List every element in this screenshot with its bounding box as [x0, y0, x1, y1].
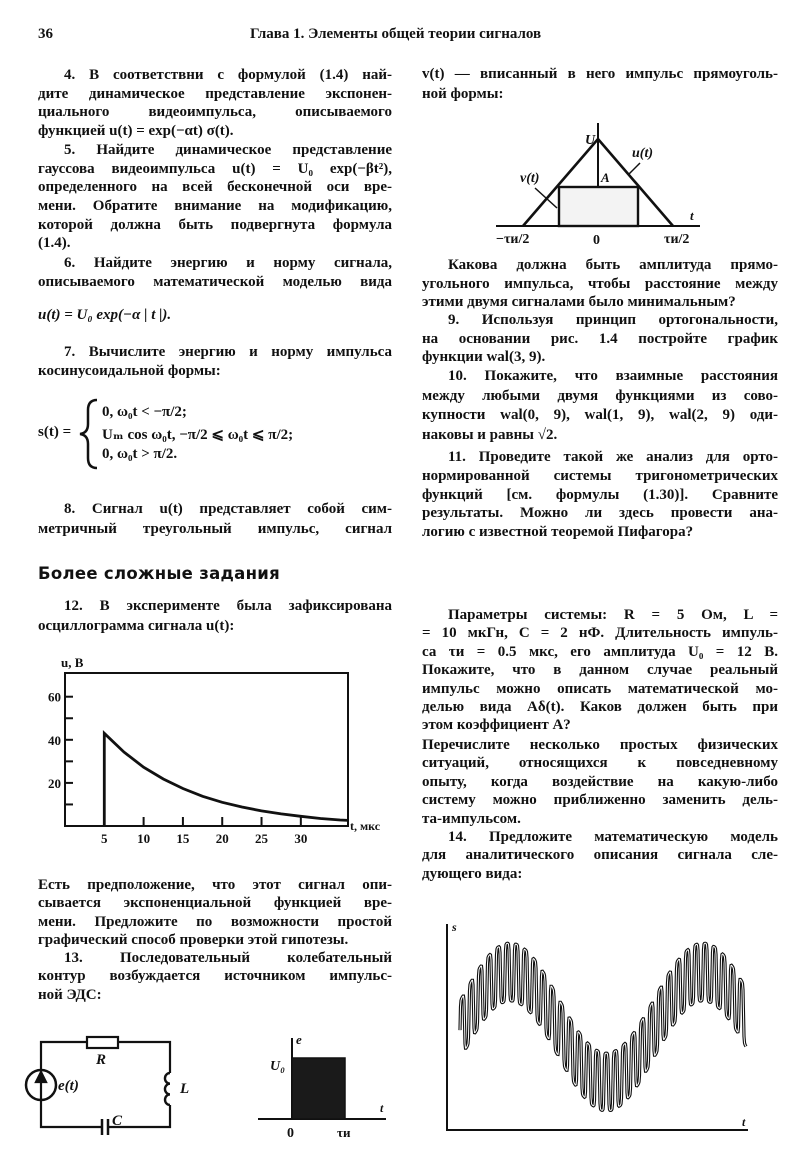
piecewise-case-1: 0, ω₀t < −π/2; [102, 404, 187, 420]
text-line: угольного импульса, чтобы расстояние между [422, 275, 778, 292]
text-line: контур возбуждается источником импульс- [38, 968, 392, 985]
problem-8 [38, 499, 392, 539]
text-line: логию с известной теоремой Пифагора? [422, 524, 694, 541]
text-line: Перечислите несколько простых физических [422, 737, 778, 753]
text-line: делью вида Aδ(t). Каков должен быть при [422, 698, 778, 715]
text-line: 8. Сигнал u(t) представляет собой сим- [64, 501, 392, 517]
page-number: 36 [38, 26, 53, 42]
piecewise-case-3: 0, ω₀t > π/2. [102, 446, 178, 462]
circuit-wire [41, 1042, 170, 1127]
text-line: ной формы: [422, 86, 504, 102]
text-line: ной ЭДС: [38, 986, 102, 1003]
text-line: Какова должна быть амплитуда прямо- [448, 257, 778, 273]
text-line: (1.4). [38, 235, 71, 252]
y-axis-label: u, В [61, 655, 84, 670]
signal-label-s: s [452, 920, 457, 934]
x-tick-label: 15 [176, 831, 190, 846]
y-tick-label: 40 [48, 732, 61, 748]
text-line: 9. Используя принцип ортогональности, [448, 312, 778, 328]
emf-pulse-figure [258, 1038, 386, 1120]
text-line: графический способ проверки этой гипотезы. [38, 932, 349, 949]
text-line: купности wal(0, 9), wal(1, 9), wal(2, 9) оди- [422, 407, 778, 423]
piecewise-brace [80, 400, 97, 468]
text-line: результаты. Можно ли здесь провести ана- [422, 505, 778, 522]
text-line: для аналитического описания сигнала сле- [422, 847, 778, 864]
text-line: осциллограмма сигнала u(t): [38, 618, 235, 634]
pulse-label-e: e [296, 1032, 302, 1047]
pulse-label-U0: U₀ [270, 1059, 285, 1074]
tick-zero: 0 [593, 233, 600, 248]
u-leader [628, 163, 640, 175]
problem-13 [38, 949, 392, 1004]
text-line: систему можно приближенно заменить дель- [422, 792, 778, 809]
text-line: мени. Предложите по возможности простой [38, 913, 392, 930]
text-line: импульс можно описать математической мо- [422, 680, 778, 697]
inductor-symbol [165, 1073, 170, 1105]
text-line: 7. Вычислите энергию и норму импульса [64, 344, 392, 360]
pulse-label-tau: τи [337, 1125, 351, 1140]
problem-6 [38, 254, 392, 291]
text-line: функции wal(3, 9). [422, 349, 546, 365]
resistor-symbol [87, 1037, 118, 1048]
problem-8-continued [422, 64, 778, 104]
text-line: метричный треугольный импульс, сигнал [38, 521, 392, 537]
text-line: 13. Последовательный колебательный [64, 950, 392, 966]
text-line: 5. Найдите динамическое представление [64, 142, 392, 158]
text-line: ситуаций, относящихся к повседневному [422, 755, 778, 772]
oscillogram-chart [48, 655, 381, 846]
triangle-pulse-figure [496, 123, 700, 227]
formula-6: u(t) = U₀ exp(−α | t |). [38, 307, 172, 323]
triangle-u [523, 139, 673, 226]
text-line: сывается экспоненциальной функцией вре- [38, 895, 392, 912]
source-arrow-icon [36, 1072, 46, 1100]
text-line: между любыми двумя функциями из сово- [422, 387, 778, 404]
text-line: v(t) — вписанный в него импульс прямоуголь- [422, 66, 778, 82]
label-U: U [585, 133, 596, 148]
signal-label-t: t [742, 1115, 746, 1129]
text-line: функцией u(t) = exp(−αt) σ(t). [38, 123, 234, 140]
pulse-label-zero: 0 [287, 1126, 294, 1141]
y-tick-label: 20 [48, 775, 61, 791]
text-line: нормированной системы тригонометрических [422, 467, 778, 484]
text-line: опыту, когда воздействие на какую-либо [422, 773, 778, 790]
label-e-t: e(t) [58, 1078, 79, 1094]
x-tick-label: 30 [294, 831, 308, 846]
problem-10 [422, 367, 778, 445]
text-line: мени. Обратите внимание на модификацию, [38, 198, 392, 215]
text-line: 4. В соответствни с формулой (1.4) най- [64, 67, 392, 83]
text-line: 11. Проведите такой же анализ для орто- [448, 449, 778, 465]
text-line: 6. Найдите энергию и норму сигнала, [64, 255, 392, 271]
tick-minus-tau: −τи/2 [496, 232, 530, 247]
text-line: циального видеоимпульса, описываемого [38, 104, 392, 121]
text-line: = 10 мкГн, C = 2 нФ. Длительность импуль- [422, 625, 778, 642]
problem-12 [38, 596, 392, 636]
problem-5 [38, 141, 392, 253]
label-t: t [690, 208, 694, 223]
text-line: 12. В эксперименте была зафиксирована [64, 598, 392, 614]
problem-12-continued [38, 876, 392, 950]
tick-plus-tau: τи/2 [664, 232, 690, 247]
text-line: 10. Покажите, что взаимные расстояния [448, 368, 778, 384]
text-line: этими двумя сигналами было минимальным? [422, 294, 736, 310]
problem-13-parameters [422, 606, 778, 735]
text-line: на основании рис. 1.4 постройте график [422, 330, 778, 347]
text-line: дующего вида: [422, 865, 523, 882]
text-line: определенного на всей бесконечной оси вре- [38, 179, 392, 196]
text-line: косинусоидальной формы: [38, 362, 221, 379]
problem-7 [38, 343, 392, 380]
text-line: описываемого математической моделью вида [38, 273, 392, 290]
x-tick-label: 10 [137, 831, 151, 846]
label-A: A [601, 170, 610, 185]
text-line: функций [см. формулы (1.30)]. Сравните [422, 486, 778, 503]
text-line: которой должна быть подвергнута формула [38, 216, 392, 233]
text-line: та-импульсом. [422, 810, 521, 827]
text-line: гауссова видеоимпульса u(t) = U₀ exp(−βt²), [38, 160, 392, 177]
voltage-source-symbol [26, 1070, 56, 1100]
pulse-label-t: t [380, 1101, 384, 1115]
problem-13-situations [422, 736, 778, 828]
x-axis-label: t, мкс [350, 819, 381, 833]
label-C: C [112, 1113, 123, 1129]
y-tick-label: 60 [48, 689, 61, 705]
text-line: дите динамическое представление экспонен- [38, 85, 392, 102]
text-line: наковы и равны √2. [422, 426, 558, 443]
problem-11 [422, 448, 778, 542]
plot-frame [65, 673, 348, 826]
x-tick-label: 5 [101, 831, 108, 846]
problem-9 [422, 311, 778, 367]
chapter-title: Глава 1. Элементы общей теории сигналов [250, 26, 542, 42]
label-u-t: u(t) [632, 146, 653, 161]
problem-14 [422, 828, 778, 883]
signal-curve-inner [460, 943, 746, 1110]
piecewise-case-2: Uₘ cos ω₀t, −π/2 ⩽ ω₀t ⩽ π/2; [102, 427, 294, 443]
signal-curve [460, 943, 746, 1110]
v-leader [535, 188, 557, 208]
text-line: Параметры системы: R = 5 Ом, L = [448, 607, 778, 623]
section-heading: Более сложные задания [38, 564, 281, 583]
label-R: R [96, 1052, 107, 1068]
piecewise-lhs: s(t) = [38, 424, 72, 440]
rectangle-v [559, 187, 638, 226]
label-L: L [180, 1081, 190, 1097]
series-line [104, 733, 348, 826]
text-line: этом коэффициент A? [422, 717, 571, 734]
problem-8-question [422, 256, 778, 312]
label-v-t: v(t) [520, 171, 540, 186]
text-line: са τи = 0.5 мкс, его амплитуда U₀ = 12 В. [422, 643, 778, 660]
pulse-rectangle [292, 1058, 345, 1119]
x-tick-label: 20 [215, 831, 229, 846]
text-line: Есть предположение, что этот сигнал опи- [38, 877, 392, 893]
modulated-signal-figure [446, 924, 748, 1131]
x-tick-label: 25 [255, 831, 269, 846]
text-line: 14. Предложите математическую модель [448, 829, 778, 845]
problem-4 [38, 66, 392, 141]
rlc-circuit [26, 1037, 170, 1135]
text-line: Покажите, что в данном случае реальный [422, 662, 778, 679]
